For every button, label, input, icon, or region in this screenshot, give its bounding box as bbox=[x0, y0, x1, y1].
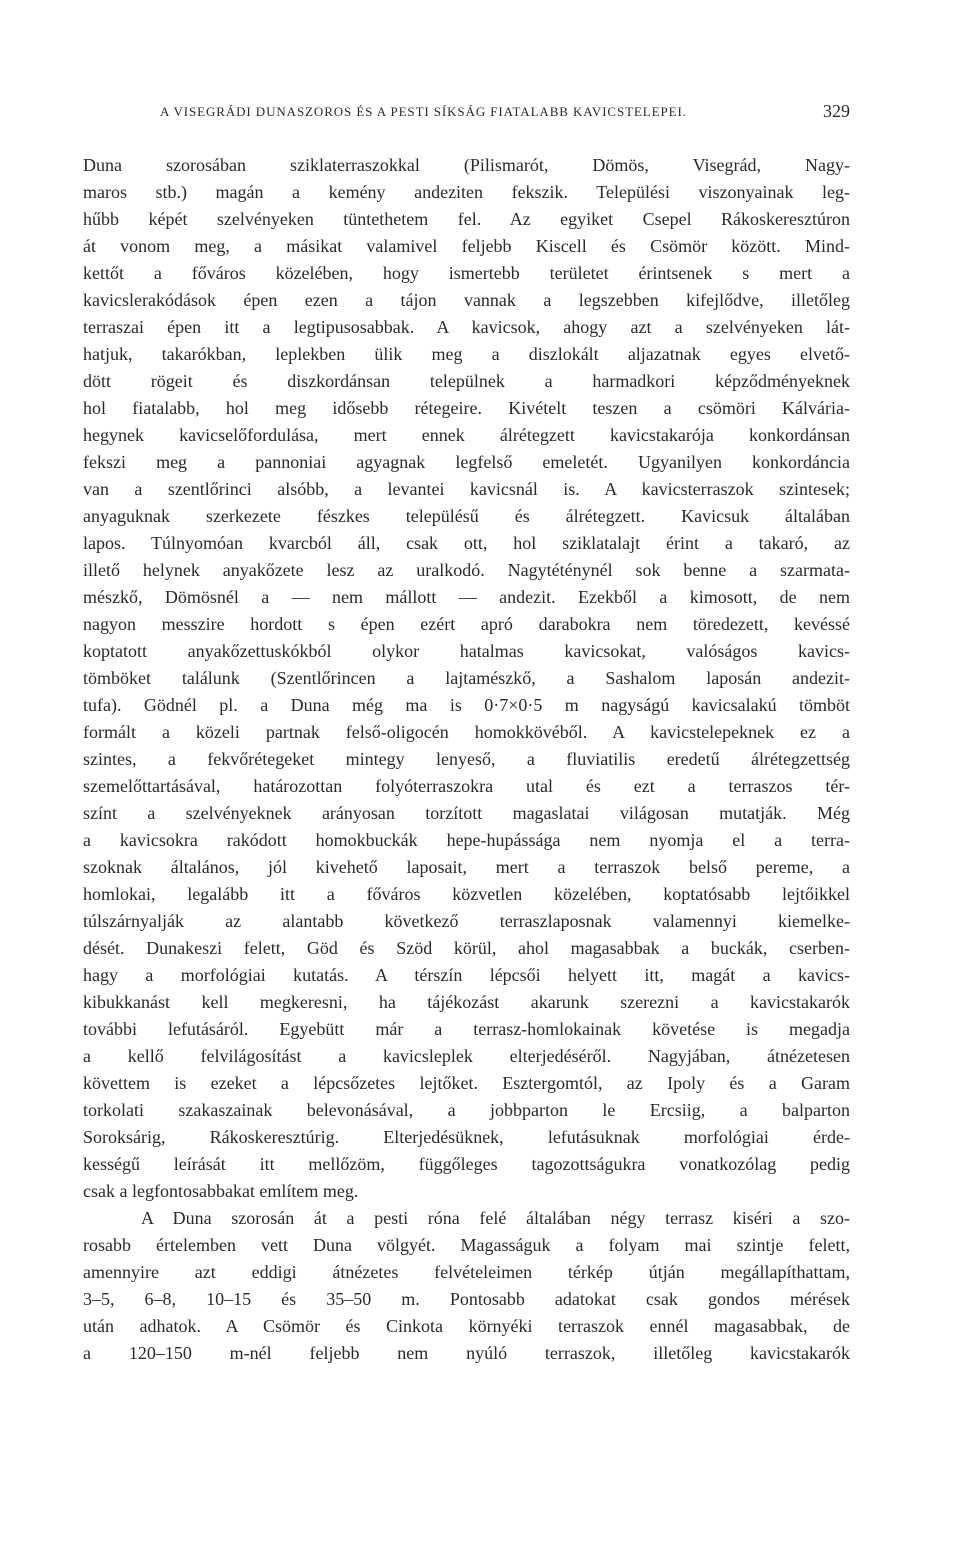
text-line: van a szentlőrinci alsóbb, a levantei kavicsnál is. A kavicsterraszok szintesek; bbox=[83, 479, 850, 499]
text-line: csak a legfontosabbakat említem meg. bbox=[83, 1181, 359, 1201]
text-line: tömböket találunk (Szentlőrincen a lajtamészkő, a Sashalom laposán andezit- bbox=[83, 668, 850, 688]
running-head bbox=[160, 101, 850, 128]
text-line: mészkő, Dömösnél a — nem mállott — andezit. Ezekből a kimosott, de nem bbox=[83, 587, 850, 607]
text-line: Soroksárig, Rákoskeresztúrig. Elterjedésüknek, lefutásuknak morfológiai érde- bbox=[83, 1127, 850, 1147]
text-line: Duna szorosában sziklaterraszokkal (Pilismarót, Dömös, Visegrád, Nagy- bbox=[83, 155, 850, 175]
text-line: a 120–150 m-nél feljebb nem nyúló terraszok, illetőleg kavicstakarók bbox=[83, 1343, 850, 1363]
running-title: A VISEGRÁDI DUNASZOROS ÉS A PESTI SÍKSÁG FIATALABB KAVICSTELEPEI. bbox=[160, 104, 687, 119]
text-line: követtem is ezeket a lépcsőzetes lejtőket. Esztergomtól, az Ipoly és a Garam bbox=[83, 1073, 850, 1093]
text-line: hagy a morfológiai kutatás. A térszín lépcsői helyett itt, magát a kavics- bbox=[83, 965, 850, 985]
text-line: dését. Dunakeszi felett, Göd és Szöd körül, ahol magasabbak a buckák, cserben- bbox=[83, 938, 850, 958]
text-line: koptatott anyakőzettuskókból olykor hatalmas kavicsokat, valóságos kavics- bbox=[83, 641, 850, 661]
text-line: kettőt a főváros közelében, hogy ismertebb területet érintsenek s mert a bbox=[83, 263, 850, 283]
text-line: túlszárnyalják az alantabb következő terraszlaposnak valamennyi kiemelke- bbox=[83, 911, 850, 931]
text-line: után adhatok. A Csömör és Cinkota környéki terraszok ennél magasabbak, de bbox=[83, 1316, 850, 1336]
text-line: nagyon messzire hordott s épen ezért apró darabokra nem töredezett, kevéssé bbox=[83, 614, 850, 634]
text-line: hűbb képét szelvényeken tüntethetem fel. Az egyiket Csepel Rákoskeresztúron bbox=[83, 209, 850, 229]
text-line: anyaguknak szerkezete fészkes településű és álrétegzett. Kavicsuk általában bbox=[83, 506, 850, 526]
text-line: fekszi meg a pannoniai agyagnak legfelső emeletét. Ugyanilyen konkordáncia bbox=[83, 452, 850, 472]
text-line: szoknak általános, jól kivehető laposait, mert a terraszok belső pereme, a bbox=[83, 857, 850, 877]
text-line: illető helynek anyakőzete lesz az uralkodó. Nagytéténynél sok benne a szarmata- bbox=[83, 560, 850, 580]
text-line: színt a szelvényeknek arányosan torzított magaslatai világosan mutatják. Még bbox=[83, 803, 850, 823]
text-line: a kellő felvilágosítást a kavicsleplek elterjedéséről. Nagyjában, átnézetesen bbox=[83, 1046, 850, 1066]
text-line: lapos. Túlnyomóan kvarcból áll, csak ott, hol sziklatalajt érint a takaró, az bbox=[83, 533, 850, 553]
text-line: tufa). Gödnél pl. a Duna még ma is 0·7×0·5 m nagyságú kavicsalakú tömböt bbox=[83, 695, 850, 715]
text-line: további lefutásáról. Egyebütt már a terrasz-homlokainak követése is megadja bbox=[83, 1019, 850, 1039]
text-line: hatjuk, takarókban, leplekben ülik meg a diszlokált aljazatnak egyes elvető- bbox=[83, 344, 850, 364]
text-line: hol fiatalabb, hol meg idősebb rétegeire. Kivételt teszen a csömöri Kálvária- bbox=[83, 398, 850, 418]
body-text bbox=[83, 152, 850, 1367]
text-line: amennyire azt eddigi átnézetes felvételeimen térkép útján megállapíthattam, bbox=[83, 1262, 850, 1282]
text-line: át vonom meg, a másikat valamivel feljebb Kiscell és Csömör között. Mind- bbox=[83, 236, 850, 256]
text-line: kavicslerakódások épen ezen a tájon vannak a legszebben kifejlődve, illetőleg bbox=[83, 290, 850, 310]
text-line: szintes, a fekvőrétegeket mintegy lenyeső, a fluviatilis eredetű álrétegzettség bbox=[83, 749, 850, 769]
text-line: rosabb értelemben vett Duna völgyét. Magasságuk a folyam mai szintje felett, bbox=[83, 1235, 850, 1255]
text-line: kibukkanást kell megkeresni, ha tájékozást akarunk szerezni a kavicstakarók bbox=[83, 992, 850, 1012]
text-line: 3–5, 6–8, 10–15 és 35–50 m. Pontosabb adatokat csak gondos mérések bbox=[83, 1289, 850, 1309]
text-line: homlokai, legalább itt a főváros közvetlen közelében, koptatósabb lejtőikkel bbox=[83, 884, 850, 904]
text-line: szemelőttartásával, határozottan folyóterraszokra utal és ezt a terraszos tér- bbox=[83, 776, 850, 796]
text-line: A Duna szorosán át a pesti róna felé általában négy terrasz kiséri a szo- bbox=[141, 1208, 850, 1228]
text-line: kességű leírását itt mellőzöm, függőleges tagozottságukra vonatkozólag pedig bbox=[83, 1154, 850, 1174]
text-line: terraszai épen itt a legtipusosabbak. A kavicsok, ahogy azt a szelvényeken lát- bbox=[83, 317, 850, 337]
text-line: a kavicsokra rakódott homokbuckák hepe-hupássága nem nyomja el a terra- bbox=[83, 830, 850, 850]
text-line: dött rögeit és diszkordánsan települnek a harmadkori képződményeknek bbox=[83, 371, 850, 391]
text-line: maros stb.) magán a kemény andeziten fekszik. Települési viszonyainak leg- bbox=[83, 182, 850, 202]
text-line: torkolati szakaszainak belevonásával, a jobbparton le Ercsiig, a balparton bbox=[83, 1100, 850, 1120]
page-number: 329 bbox=[823, 101, 850, 121]
text-line: hegynek kavicselőfordulása, mert ennek álrétegzett kavicstakarója konkordánsan bbox=[83, 425, 850, 445]
text-line: formált a közeli partnak felső-oligocén homokkövéből. A kavicstelepeknek ez a bbox=[83, 722, 850, 742]
